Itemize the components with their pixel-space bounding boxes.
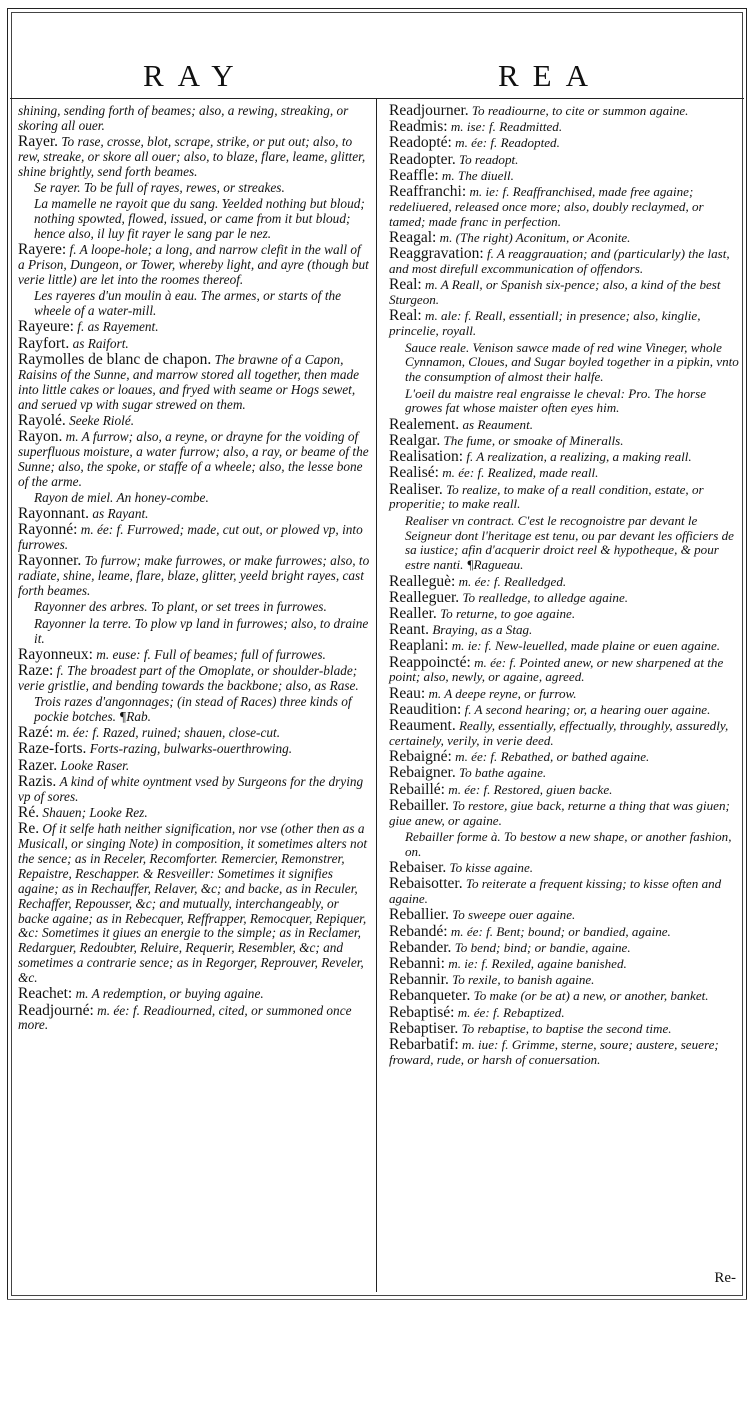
entry-headword: Re.	[18, 820, 40, 838]
entry-definition: Les rayeres d'un moulin à eau. The armes, or starts of the wheele of a water-mill.	[34, 288, 342, 319]
dictionary-entry	[389, 166, 741, 184]
entry-definition: m. (The right) Aconitum, or Aconite.	[439, 230, 631, 246]
entry-headword: Rayeure:	[18, 318, 74, 336]
entry-headword: Rebannir.	[389, 971, 449, 989]
entry-definition: To restore, giue back, returne a thing that was giuen; giue anew, or againe.	[389, 797, 730, 828]
dictionary-entry	[18, 756, 370, 774]
dictionary-entry	[389, 796, 741, 829]
dictionary-entry	[389, 278, 741, 308]
dictionary-entry	[18, 661, 370, 694]
dictionary-entry	[18, 822, 370, 986]
entry-definition: m. ée: f. Realledged.	[458, 573, 567, 589]
entry-definition: as Reaument.	[462, 416, 533, 432]
entry-definition: To rebaptise, to baptise the second time.	[461, 1020, 672, 1036]
entry-definition: m. ée: f. Readiourned, cited, or summoned once more.	[18, 1002, 352, 1033]
entry-headword: Reaument.	[389, 717, 456, 735]
entry-definition: The brawne of a Capon, Raisins of the Sunne, and marrow stored all together, then made into little cakes or loaues, and fryed with seame or Hogs sewet, and serued vp with sugar strewed on them.	[18, 351, 360, 412]
entry-headword: Rayere:	[18, 241, 67, 259]
dictionary-entry	[18, 289, 370, 319]
catchword: Re-	[714, 1270, 736, 1286]
bottom-rule	[7, 1299, 747, 1300]
left-running-header: RAY	[143, 58, 248, 93]
dictionary-entry	[389, 1003, 741, 1021]
dictionary-entry	[389, 938, 741, 956]
dictionary-entry	[18, 1001, 370, 1034]
dictionary-entry	[389, 415, 741, 433]
entry-definition: Se rayer. To be full of rayes, rewes, or streakes.	[34, 180, 285, 196]
entry-definition: f. The broadest part of the Omoplate, or shoulder-blade; verie gristlie, and bending towards the backbone; also, as Rase.	[18, 662, 359, 693]
entry-definition: m. ée: f. Pointed anew, or new sharpened at the point; also, newly, or againe, agreed.	[389, 654, 724, 685]
entry-definition: To readopt.	[459, 151, 519, 167]
entry-definition: m. The diuell.	[441, 167, 514, 183]
entry-headword: Realisation:	[389, 448, 464, 466]
entry-headword: Rebaigné:	[389, 748, 452, 766]
entry-definition: Sauce reale. Venison sawce made of red wine Vineger, whole Cynnamon, Cloues, and Sugar boyled together in a pipkin, vnto the consumption of almost their halfe.	[405, 339, 739, 385]
entry-definition: m. A Reall, or Spanish six-pence; also, a kind of the best Sturgeon.	[389, 277, 721, 308]
entry-definition: To bathe againe.	[459, 765, 547, 781]
entry-definition: To rase, crosse, blot, scrape, strike, or put out; also, to rew, streake, or skore all ouer; also, to blaze, flare, leame, glitter, shine brightly, send forth beames.	[18, 134, 366, 179]
entry-definition: Braying, as a Stag.	[432, 622, 533, 638]
dictionary-entry	[389, 922, 741, 940]
entry-headword: Rebarbatif:	[389, 1035, 459, 1053]
dictionary-entry	[389, 719, 741, 749]
entry-headword: Realgar.	[389, 431, 441, 449]
entry-headword: Reaplani:	[389, 637, 449, 655]
dictionary-entry	[389, 480, 741, 513]
entry-definition: shining, sending forth of beames; also, a rewing, streaking, or skoring all ouer.	[18, 103, 349, 133]
entry-definition: To furrow; make furrowes, or make furrowes; also, to radiate, shine, leame, flare, blaze, glitter, yeeld bright rayes, cast forth beames.	[18, 553, 370, 599]
entry-definition: f. A second hearing; or, a hearing ouer againe.	[464, 701, 711, 717]
dictionary-entry	[389, 639, 741, 654]
entry-definition: To make (or be at) a new, or another, banket.	[473, 988, 709, 1004]
dictionary-entry	[389, 908, 741, 923]
dictionary-entry	[389, 104, 741, 119]
entry-headword: Rebaisotter.	[389, 875, 463, 893]
header-rule	[10, 98, 744, 99]
entry-headword: Readopté:	[389, 134, 452, 152]
entry-headword: Readjourner.	[389, 102, 469, 119]
entry-definition: m. ée: f. Razed, ruined; shauen, close-cut.	[56, 725, 281, 741]
entry-definition: m. A redemption, or buying againe.	[75, 986, 264, 1002]
entry-definition: f. A realization, a realizing, a making reall.	[466, 449, 692, 465]
entry-definition: m. A deepe reyne, or furrow.	[428, 685, 577, 701]
entry-definition: m. ie: f. New-leuelled, made plaine or euen againe.	[451, 638, 721, 654]
entry-headword: Reachet:	[18, 985, 73, 1003]
entry-definition: Of it selfe hath neither signification, nor vse (other then as a Musicall, or singing Note) in composition, it sometimes alters not the sence; as in Receler, Recomforter. Remercier, Remonstrer, Repaistre, Reschapper. & Resveiller: Sometimes it signifies againe; as in Rechauffer, Relaver, &c; and backe, as in Reculer, Rechaffer, Repousser, &c; and mutually, interchangeably, or backe againe; as in Rebecquer, Reffrapper, Remocquer, Repiquer, &c: Sometimes it giues an energie to the simple; as in Reclamer, Redarguer, Redoubter, Reluire, Requerir, Resembler, &c; and sometimes a contrarie sence; as in Regorger, Reprouver, Reveler, &c.	[18, 821, 368, 986]
entry-definition: m. ise: f. Readmitted.	[450, 119, 563, 135]
dictionary-entry	[389, 766, 741, 781]
entry-definition: To realize, to make of a reall condition, estate, or properitie; to make reall.	[389, 481, 704, 512]
entry-definition: To returne, to goe againe.	[440, 605, 576, 621]
entry-headword: Reaffranchi:	[389, 183, 467, 201]
entry-definition: To bend; bind; or bandie, againe.	[454, 939, 631, 955]
entry-definition: To sweepe ouer againe.	[452, 907, 576, 923]
dictionary-entry	[389, 572, 741, 590]
entry-headword: Rayolé.	[18, 411, 66, 429]
dictionary-entry	[18, 600, 370, 615]
entry-headword: Reant.	[389, 621, 430, 639]
entry-headword: Rebaptisé:	[389, 1003, 455, 1021]
entry-definition: m. iue: f. Grimme, sterne, soure; austere, seuere; froward, rude, or harsh of conuersation.	[389, 1036, 719, 1067]
dictionary-entry	[389, 1035, 741, 1068]
entry-headword: Readjourné:	[18, 1001, 94, 1019]
entry-headword: Rayonner.	[18, 552, 82, 570]
entry-headword: Rebaigner.	[389, 764, 456, 782]
entry-definition: as Raifort.	[72, 335, 129, 351]
entry-definition: as Rayant.	[92, 506, 149, 522]
entry-headword: Ré.	[18, 803, 40, 821]
dictionary-entry	[18, 334, 370, 352]
dictionary-entry	[389, 954, 741, 972]
entry-definition: To realledge, to alledge againe.	[462, 589, 629, 605]
dictionary-entry	[18, 726, 370, 741]
dictionary-entry	[389, 247, 741, 277]
dictionary-entry	[389, 588, 741, 606]
entry-headword: Realleguer.	[389, 588, 460, 606]
dictionary-entry	[389, 830, 741, 860]
dictionary-entry	[389, 120, 741, 135]
dictionary-entry	[389, 450, 741, 465]
entry-headword: Realleguè:	[389, 572, 456, 590]
dictionary-entry	[18, 243, 370, 288]
dictionary-entry	[389, 466, 741, 481]
entry-headword: Reballier.	[389, 906, 449, 924]
dictionary-entry	[18, 430, 370, 490]
entry-definition: f. A loope-hole; a long, and narrow clefit in the wall of a Prison, Dungeon, or Tower, whereby light, and ayre (though but verie little) are let into the roomes thereof.	[18, 242, 369, 288]
entry-definition: m. ée: f. Realized, made reall.	[442, 465, 599, 481]
entry-headword: Rebander.	[389, 938, 452, 956]
dictionary-entry	[389, 750, 741, 765]
entry-headword: Raymolles de blanc de chapon.	[18, 350, 212, 368]
entry-definition: L'oeil du maistre real engraisse le cheval: Pro. The horse growes fat whose maister often eyes him.	[405, 385, 707, 416]
entry-headword: Reaffle:	[389, 166, 439, 184]
entry-headword: Rebailler.	[389, 796, 449, 814]
entry-definition: m. ée: f. Readopted.	[455, 135, 560, 151]
entry-definition: Shauen; Looke Rez.	[42, 804, 148, 820]
entry-headword: Readopter.	[389, 150, 456, 168]
entry-definition: The fume, or smoake of Mineralls.	[443, 432, 624, 448]
dictionary-entry	[18, 181, 370, 196]
entry-headword: Readmis:	[389, 118, 448, 136]
entry-headword: Rebanqueter.	[389, 987, 471, 1005]
entry-definition: Rayon de miel. An honey-combe.	[34, 489, 209, 505]
dictionary-entry	[389, 150, 741, 168]
entry-definition: f. A reaggrauation; and (particularly) the last, and most direfull excommunication of offendors.	[389, 246, 730, 277]
entry-headword: Rayfort.	[18, 334, 70, 352]
entry-headword: Reau:	[389, 684, 426, 702]
entry-definition: m. ie: f. Rexiled, againe banished.	[448, 955, 627, 971]
dictionary-entry	[389, 514, 741, 574]
entry-definition: m. ée: f. Furrowed; made, cut out, or plowed vp, into furrowes.	[18, 522, 363, 553]
dictionary-entry	[18, 617, 370, 647]
entry-headword: Realiser.	[389, 480, 443, 498]
entry-definition: To reiterate a frequent kissing; to kisse often and againe.	[389, 876, 722, 907]
entry-definition: Seeke Riolé.	[69, 412, 135, 428]
entry-definition: Rayonner des arbres. To plant, or set trees in furrowes.	[34, 599, 327, 615]
dictionary-entry	[389, 623, 741, 638]
dictionary-entry	[389, 877, 741, 907]
dictionary-entry	[18, 523, 370, 553]
dictionary-entry	[18, 320, 370, 335]
right-column	[389, 104, 741, 1069]
entry-definition: Trois razes d'angonnages; (in stead of Races) three kinds of pockie botches. ¶Rab.	[34, 694, 352, 724]
entry-headword: Rebaiser.	[389, 859, 447, 876]
entry-headword: Reaudition:	[389, 700, 462, 718]
entry-headword: Rayonné:	[18, 521, 78, 539]
entry-headword: Rebaillé:	[389, 780, 445, 798]
entry-headword: Rayon.	[18, 428, 63, 445]
entry-headword: Reaggravation:	[389, 245, 484, 263]
dictionary-entry	[18, 772, 370, 805]
entry-headword: Rayer.	[18, 133, 59, 151]
dictionary-entry	[389, 309, 741, 339]
dictionary-entry	[389, 341, 741, 386]
entry-headword: Real:	[389, 276, 422, 294]
dictionary-entry	[389, 989, 741, 1004]
entry-headword: Rebandé:	[389, 922, 448, 940]
entry-headword: Realler.	[389, 604, 437, 622]
dictionary-entry	[389, 700, 741, 718]
entry-definition: m. A furrow; also, a reyne, or drayne for the voiding of superfluous moisture, a water furrow; also, a ray, or beame of the Sunne; also, the spoke, or staffe of a wheele; also, the lesse bone of the arme.	[18, 429, 369, 489]
entry-headword: Rayonneux:	[18, 645, 93, 663]
entry-headword: Rebanni:	[389, 954, 445, 972]
dictionary-entry	[18, 350, 370, 413]
entry-headword: Raze-forts.	[18, 740, 87, 758]
entry-definition: Rayonner la terre. To plow vp land in furrowes; also, to draine it.	[34, 615, 369, 646]
dictionary-entry	[18, 411, 370, 429]
entry-headword: Rayonnant.	[18, 505, 90, 523]
dictionary-entry	[389, 185, 741, 230]
dictionary-entry	[389, 231, 741, 246]
dictionary-entry	[18, 104, 370, 134]
entry-definition: Rebailler forme à. To bestow a new shape, or another fashion, on.	[405, 828, 732, 859]
entry-definition: A kind of white oyntment vsed by Surgeons for the drying vp of sores.	[18, 773, 364, 804]
dictionary-entry	[389, 387, 741, 417]
dictionary-entry	[389, 684, 741, 702]
entry-headword: Raze:	[18, 661, 54, 679]
entry-headword: Realement.	[389, 415, 460, 433]
entry-definition: Realiser vn contract. C'est le recognoistre par devant le Seigneur dont l'heritage est tenu, ou par devant les officiers de sa iustice; afin d'acquerir droict reel & hypotheque, & pour estre nanti. ¶Ragueau.	[405, 512, 734, 573]
entry-definition: m. ée: f. Rebaptized.	[457, 1004, 565, 1020]
entry-headword: Razer.	[18, 756, 58, 774]
dictionary-entry	[18, 554, 370, 599]
entry-headword: Reagal:	[389, 229, 437, 247]
dictionary-entry	[18, 507, 370, 522]
dictionary-entry	[389, 973, 741, 988]
dictionary-entry	[18, 197, 370, 242]
dictionary-entry	[389, 136, 741, 151]
entry-headword: Razis.	[18, 772, 57, 790]
entry-definition: La mamelle ne rayoit que du sang. Yeelded nothing but bloud; nothing spowted, flowed, issued, or came from it but bloud; hence also, il luy fit rayer le sang par le nez.	[34, 196, 365, 242]
dictionary-entry	[18, 695, 370, 725]
dictionary-entry	[18, 135, 370, 180]
dictionary-entry	[18, 987, 370, 1002]
entry-headword: Real:	[389, 307, 422, 325]
dictionary-entry	[18, 645, 370, 663]
entry-definition: Forts-razing, bulwarks-ouerthrowing.	[89, 741, 293, 757]
column-divider	[376, 98, 377, 1292]
entry-definition: Looke Raser.	[60, 757, 130, 773]
entry-definition: Really, essentially, effectually, throughly, assuredly, certainely, verily, in verie deed.	[389, 718, 729, 748]
left-column	[18, 104, 370, 1035]
entry-headword: Razé:	[18, 724, 54, 742]
dictionary-entry	[389, 653, 741, 686]
entry-definition: To readiourne, to cite or summon againe.	[471, 103, 689, 118]
dictionary-entry	[389, 1019, 741, 1037]
dictionary-entry	[389, 431, 741, 449]
entry-definition: To kisse againe.	[449, 860, 534, 875]
entry-definition: m. ée: f. Restored, giuen backe.	[448, 781, 613, 797]
entry-definition: f. as Rayement.	[77, 319, 159, 335]
dictionary-entry	[389, 861, 741, 876]
entry-definition: To rexile, to banish againe.	[452, 972, 595, 988]
entry-definition: m. ée: f. Bent; bound; or bandied, againe.	[450, 923, 671, 939]
entry-definition: m. ie: f. Reaffranchised, made free againe; redeliuered, released once more; also, doubly reclaymed, or tamed; made franc in perfection.	[389, 184, 704, 229]
entry-definition: m. euse: f. Full of beames; full of furrowes.	[96, 646, 326, 662]
dictionary-entry	[389, 604, 741, 622]
right-running-header: REA	[498, 58, 602, 93]
dictionary-entry	[18, 742, 370, 757]
dictionary-entry	[18, 803, 370, 821]
entry-definition: m. ale: f. Reall, essentiall; in presence; also, kinglie, princelie, royall.	[389, 308, 701, 339]
entry-headword: Rebaptiser.	[389, 1019, 459, 1037]
entry-headword: Reappoincté:	[389, 653, 471, 671]
dictionary-entry	[18, 491, 370, 506]
entry-definition: m. ée: f. Rebathed, or bathed againe.	[455, 749, 650, 765]
entry-headword: Realisé:	[389, 464, 439, 482]
dictionary-entry	[389, 780, 741, 798]
